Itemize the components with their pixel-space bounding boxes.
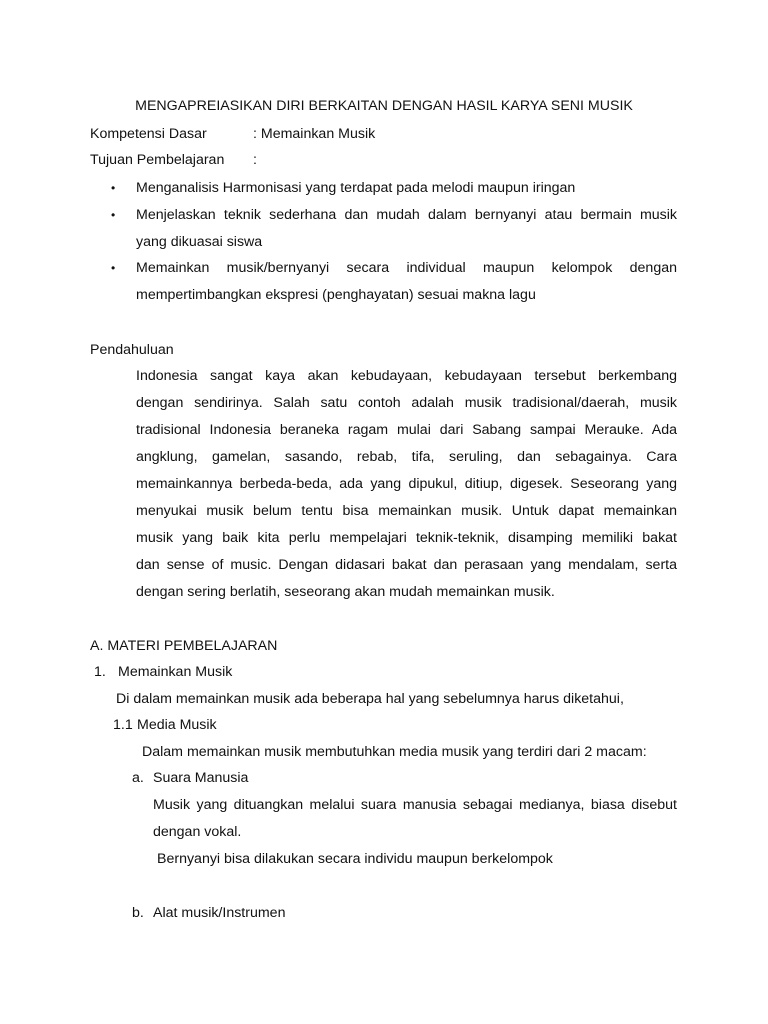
goal-line: Memainkan musik/bernyanyi secara individual maupun kelompok dengan	[136, 260, 677, 276]
pendahuluan-line: dengan sendirinya. Salah satu contoh adalah musik tradisional/daerah, musik	[136, 395, 677, 411]
bullet-icon: •	[111, 261, 116, 275]
pendahuluan-line: menyukai musik belum tentu bisa memainkan musik. Untuk dapat memainkan	[136, 503, 677, 519]
sub11-number: 1.1	[113, 717, 133, 733]
pendahuluan-line: dan sense of music. Dengan didasari bakat dan perasaan yang mendalam, serta	[136, 557, 677, 573]
bullet-icon: •	[111, 208, 116, 222]
section-a-heading: A. MATERI PEMBELAJARAN	[90, 638, 278, 654]
item-a-extra: Bernyanyi bisa dilakukan secara individu maupun berkelompok	[157, 851, 553, 867]
bullet-icon: •	[111, 181, 116, 195]
sub1-intro: Di dalam memainkan musik ada beberapa hal yang sebelumnya harus diketahui,	[116, 691, 624, 707]
document-title: MENGAPREIASIKAN DIRI BERKAITAN DENGAN HASIL KARYA SENI MUSIK	[135, 98, 633, 114]
item-a-line: dengan vokal.	[153, 824, 242, 840]
goal-line: yang dikuasai siswa	[136, 234, 263, 250]
item-b-title: Alat musik/Instrumen	[153, 905, 286, 921]
goal-line: Menjelaskan teknik sederhana dan mudah dalam bernyanyi atau bermain musik	[136, 207, 677, 223]
kompetensi-label: Kompetensi Dasar	[90, 126, 207, 142]
sub11-title: Media Musik	[137, 717, 217, 733]
pendahuluan-heading: Pendahuluan	[90, 342, 174, 358]
pendahuluan-line: Indonesia sangat kaya akan kebudayaan, kebudayaan tersebut berkembang	[136, 368, 677, 384]
pendahuluan-line: memainkannya berbeda-beda, ada yang dipukul, ditiup, digesek. Seseorang yang	[136, 476, 677, 492]
goal-line: mempertimbangkan ekspresi (penghayatan) sesuai makna lagu	[136, 287, 536, 303]
kompetensi-value: : Memainkan Musik	[253, 126, 376, 142]
tujuan-label: Tujuan Pembelajaran	[90, 152, 225, 168]
item-a-title: Suara Manusia	[153, 770, 249, 786]
sub1-number: 1.	[94, 664, 106, 680]
pendahuluan-line: musik yang baik kita perlu mempelajari teknik-teknik, disamping memiliki bakat	[136, 530, 677, 546]
item-a-line: Musik yang dituangkan melalui suara manusia sebagai medianya, biasa disebut	[153, 797, 677, 813]
sub1-title: Memainkan Musik	[118, 664, 233, 680]
item-a-letter: a.	[132, 770, 144, 786]
goal-line: Menganalisis Harmonisasi yang terdapat pada melodi maupun iringan	[136, 180, 576, 196]
pendahuluan-line: angklung, gamelan, sasando, rebab, tifa, seruling, dan sebagainya. Cara	[136, 449, 677, 465]
item-b-letter: b.	[132, 905, 144, 921]
sub11-intro: Dalam memainkan musik membutuhkan media musik yang terdiri dari 2 macam:	[142, 744, 647, 760]
tujuan-value: :	[253, 152, 257, 168]
pendahuluan-line: dengan sering berlatih, seseorang akan mudah memainkan musik.	[136, 584, 555, 600]
pendahuluan-line: tradisional Indonesia beraneka ragam mulai dari Sabang sampai Merauke. Ada	[136, 422, 677, 438]
